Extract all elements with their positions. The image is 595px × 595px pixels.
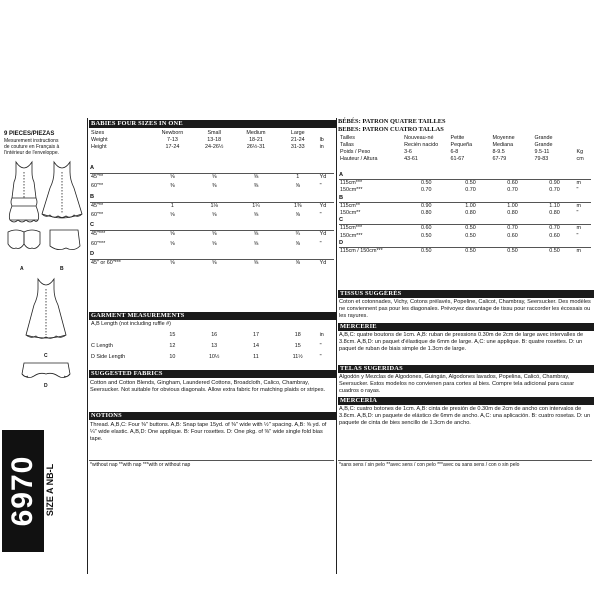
french-yardage-row: 115cm** 0.90 1.00 1.00 1.10 m — [340, 202, 581, 209]
french-section-letter: D — [339, 239, 344, 246]
fr-fabrics-text: Coton et cotonnades, Vichy, Cotons prélavés, Popeline, Calicot, Chambray, Seersucker. Des modèles ne conviennent pas pour les diagonales. Prévoyez davantage de tissu pour raccorder les écossais ou les rayures. — [339, 299, 591, 319]
en-garment-row: C Length 12 13 14 15 " — [91, 343, 322, 349]
english-yardage-row: 45" or 60"*** ⅝ ⅝ ⅝ ⅝ Yd — [91, 259, 327, 266]
es-fabrics-text: Algodón y Mezclas de Algodones, Guingán, Algodones lavados, Popelina, Calicó, Chambray, Seersucker. Estos modelos no convienen para cortes al bies. Compre tela adicional para casar cuadros o rayas. — [339, 374, 575, 394]
en-col-medium: Medium — [246, 130, 266, 136]
en-notions-text: Thread. A,B,C: Four ⅜" buttons. A,B: Snap tape 15yd. of ⅜" wide with ½" spacing. A,B: ⅝ yd. of ¼" wide elastic. A,B,D: One applique. B: Four rosettes. D: One pkg. of ⅜" wide single fold bias tape. — [90, 422, 327, 442]
en-table-header: BABIES FOUR SIZES IN ONE — [89, 120, 337, 128]
english-section-table — [90, 203, 334, 221]
en-col-sizes: Sizes — [91, 130, 105, 136]
en-height-row: Height 17-24 24-26½ 26½-31 31-33 in — [91, 144, 324, 150]
english-section-letter: B — [90, 193, 95, 200]
en-garment-row: 15 16 17 18 in — [169, 332, 324, 338]
english-section-table — [90, 174, 334, 192]
divider-left — [87, 118, 88, 574]
french-section-table — [339, 225, 591, 239]
french-yardage-row: 150cm*** 0.70 0.70 0.70 0.70 " — [340, 187, 579, 194]
fr-yardage-sections — [339, 172, 591, 255]
fr-size-table: Tailles Nouveau-né Petite Moyenne Grande Tallas Recién nacido Pequeña Mediana Grande Poids / Peso 3-6 6-8 8-9.5 9.5-11 Kg Hauteur / Altura 43-61 61-67 67-79 79-83 cm — [339, 135, 591, 163]
divider-middle — [336, 118, 337, 574]
view-ab-illustration — [2, 158, 84, 266]
view-label-d: D — [44, 383, 48, 389]
english-yardage-row: 45"** ⅝ ⅝ ⅝ 1 Yd — [91, 174, 327, 181]
english-yardage-row: 60"*** ⅝ ⅝ ⅝ ⅝ " — [91, 240, 322, 247]
pattern-number: 6970 — [6, 455, 39, 527]
pieces-note-1: Mesurement instructions — [4, 138, 59, 144]
en-size-table — [90, 130, 334, 151]
en-notions-header: NOTIONS — [89, 412, 337, 420]
en-garment-row: A,B Length (not including ruffle #) — [91, 321, 171, 327]
view-c-illustration — [22, 275, 70, 351]
pieces-note-2: de couture en Français à — [4, 144, 60, 150]
en-weight-row: Weight 7-13 13-18 18-21 21-24 lb — [91, 137, 324, 143]
en-columns-row — [90, 130, 334, 137]
pieces-note-3: l'intérieur de l'enveloppe. — [4, 150, 59, 156]
fr-footnote-rule — [338, 460, 592, 461]
english-yardage-row: 45"*** ⅝ ⅝ ⅝ ¾ Yd — [91, 231, 327, 238]
pattern-number-block — [2, 430, 44, 552]
en-col-newborn: Newborn — [161, 130, 184, 136]
english-yardage-row: 60"** ⅝ ⅝ ⅝ ⅝ " — [91, 211, 322, 218]
french-section-letter: A — [339, 172, 344, 178]
en-garment-row: D Side Length 10 10½ 11 11½ " — [91, 354, 322, 360]
french-yardage-row: 150cm*** 0.50 0.50 0.60 0.60 " — [340, 232, 579, 239]
fr-title: BÉBÉS: PATRON QUATRE TAILLES — [338, 118, 446, 125]
en-garment-rows — [90, 321, 334, 365]
french-yardage-row: 150cm** 0.80 0.80 0.80 0.80 " — [340, 209, 579, 216]
en-footnote-rule — [89, 460, 334, 461]
es-title: BEBES: PATRON CUATRO TALLAS — [338, 125, 444, 133]
fr-footnote: *sans sens / sin pelo **avec sens / con pelo ***avec ou sans sens / con o sin pelo — [339, 462, 520, 468]
english-section-table — [90, 231, 334, 249]
view-label-c: C — [44, 353, 48, 359]
es-notions-text: A,B,C: cuatro botones de 1cm. A,B: cinta de presión de 0.30m de 2cm de ancho con intervalos de 3.8cm. A,B,D: un paquete de elástico de 6mm de ancho. A,C: una aplicación. B: cuatro rosetas. D: un paquete de cinta de bies sencillo de 1.3cm de ancho. — [339, 406, 591, 426]
english-yardage-row: 60"** ⅜ ⅜ ⅜ ⅝ " — [91, 183, 322, 190]
english-section-table — [90, 260, 334, 269]
french-section-table — [339, 180, 591, 194]
english-section-letter: A — [90, 165, 95, 171]
english-section-letter: D — [90, 250, 95, 257]
view-d-illustration — [20, 360, 72, 382]
view-label-b: B — [60, 266, 64, 272]
fr-titles — [338, 118, 592, 133]
size-label: SIZE A NB-L — [45, 463, 55, 517]
english-section-letter: C — [90, 222, 95, 229]
en-footnote: *without nap **with nap ***with or without nap — [90, 462, 191, 468]
french-yardage-row: 115cm / 150cm*** 0.50 0.50 0.50 0.50 m — [340, 247, 581, 254]
view-label-a: A — [20, 266, 24, 272]
fr-height-row: Hauteur / Altura 43-61 61-67 67-79 79-83 cm — [340, 156, 584, 162]
french-yardage-row: 115cm*** 0.50 0.50 0.60 0.90 m — [340, 180, 581, 187]
en-garment-header: GARMENT MEASUREMENTS — [89, 312, 337, 320]
french-section-letter: C — [339, 217, 344, 224]
en-fabrics-text: Cotton and Cotton Blends, Gingham, Laundered Cottons, Broadcloth, Calico, Chambray, Seersucker. Not suitable for obvious diagonals. Allow extra fabric for matching plaids or stripes. — [90, 380, 326, 393]
pieces-title: 9 PIECES/PIEZAS — [4, 131, 55, 137]
english-yardage-row: 45"** 1 1⅛ 1¼ 1⅜ Yd — [91, 202, 327, 209]
french-section-table — [339, 203, 591, 217]
en-col-large: Large — [290, 130, 305, 136]
french-yardage-row: 115cm*** 0.60 0.50 0.70 0.70 m — [340, 225, 581, 232]
en-col-small: Small — [207, 130, 221, 136]
en-yardage-sections — [90, 164, 334, 269]
fr-fabrics-header: TISSUS SUGGÉRÉS — [338, 290, 594, 298]
fr-weight-row: Poids / Peso 3-6 6-8 8-9.5 9.5-11 Kg — [340, 149, 584, 155]
fr-notions-header: MERCERIE — [338, 323, 594, 331]
fr-notions-text: A,B,C: quatre boutons de 1cm. A,B: ruban de pressions 0.30m de 2cm de large avec intervalles de 3.8cm. A,B,D: un paquet d'élastique de 6mm de large. A,C: une applique. B: quatre rosettes. D: un paquet de ruban de biais simple de 1.3cm de large. — [339, 332, 584, 352]
es-notions-header: MERCERÍA — [338, 397, 594, 405]
en-fabrics-header: SUGGESTED FABRICS — [89, 370, 337, 378]
es-fabrics-header: TELAS SUGERIDAS — [338, 365, 594, 373]
french-section-letter: B — [339, 194, 344, 201]
french-section-table — [339, 248, 591, 255]
